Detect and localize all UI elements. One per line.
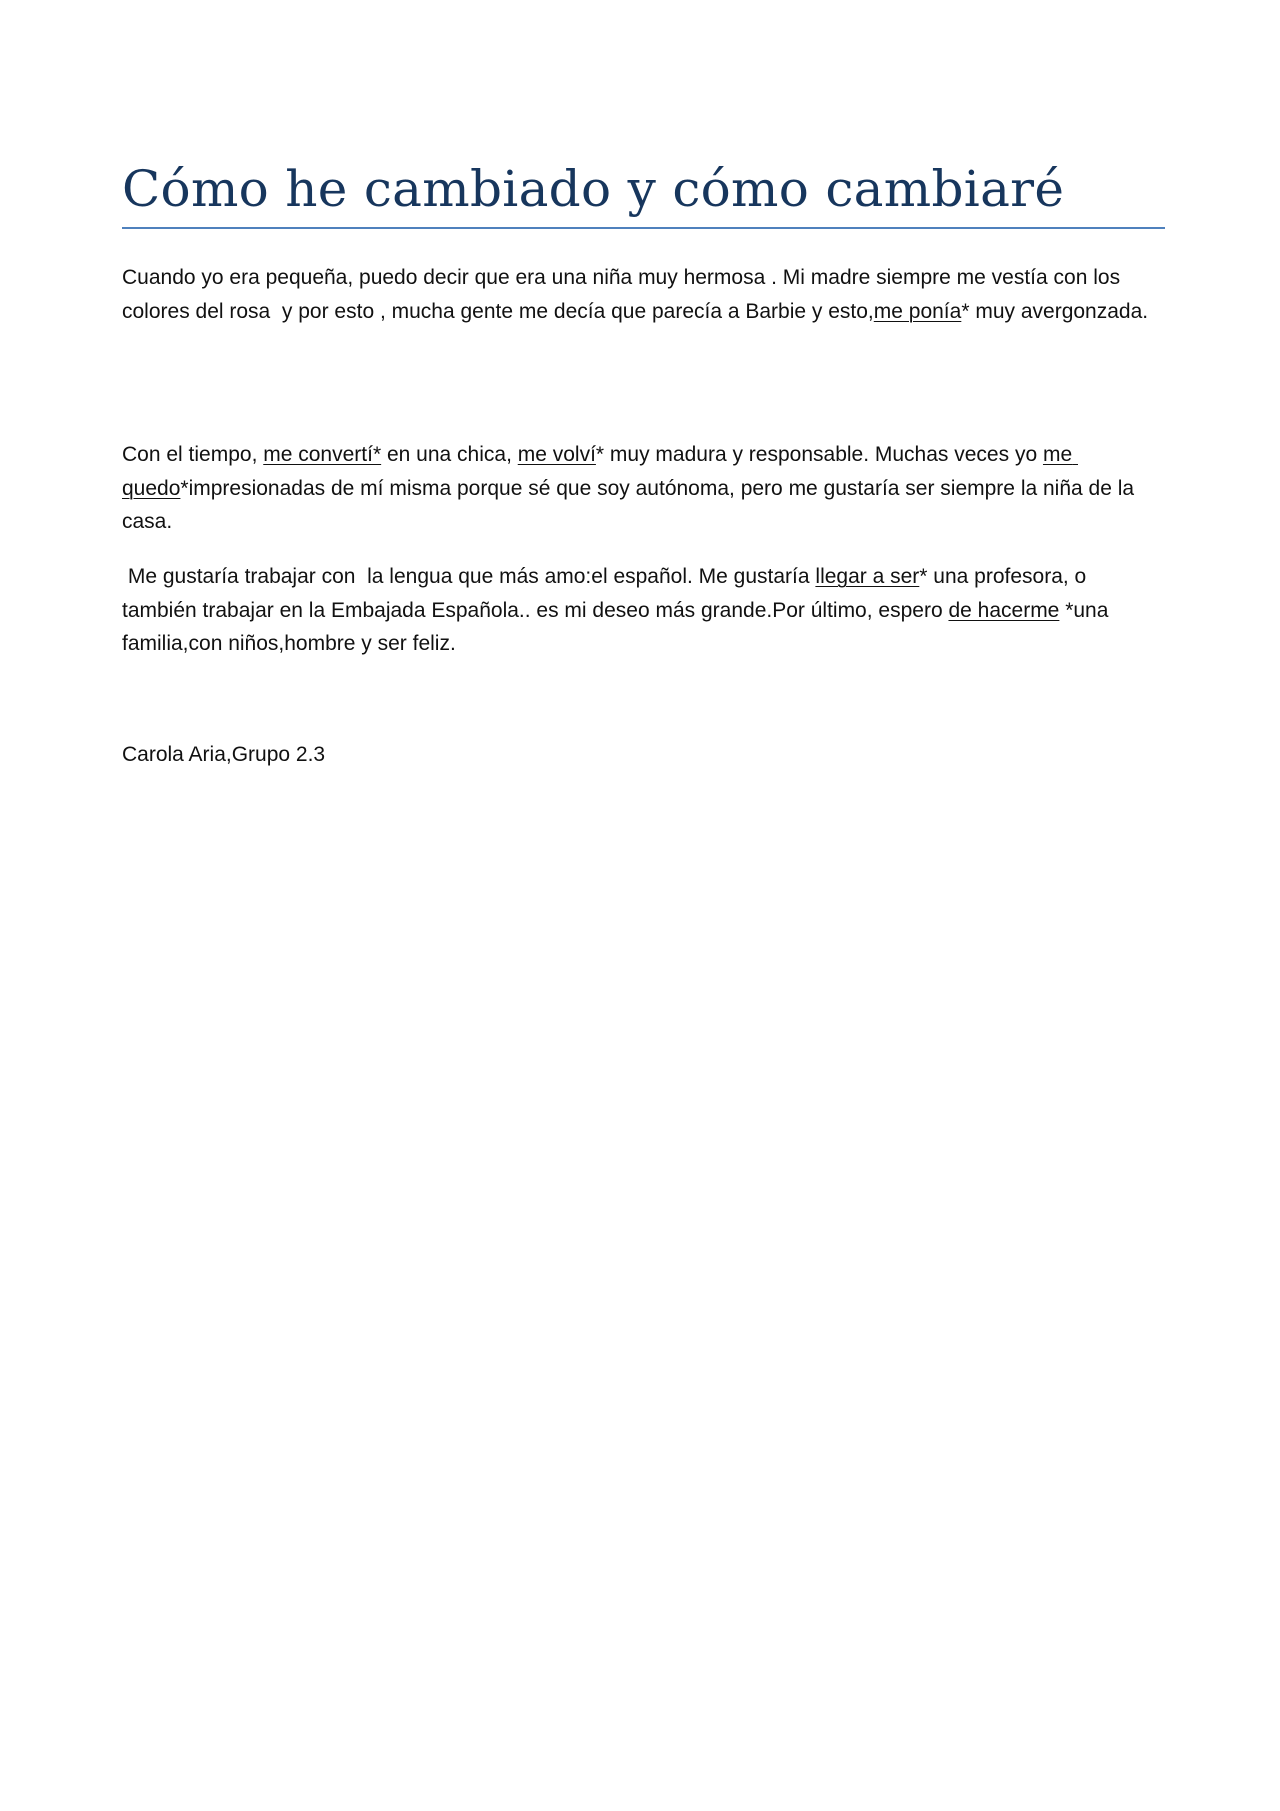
text-segment: *impresionadas de mí misma porque sé que soy autónoma, pero me gustaría ser siempre la niña de la casa. — [122, 476, 1140, 533]
author-signature — [122, 738, 1165, 772]
text-segment: en una chica, — [381, 443, 518, 466]
title-divider — [122, 227, 1165, 229]
text-segment: * una profesora, o también trabajar en la Embajada Española.. es mi deseo más grande.Por último, espero — [122, 565, 1093, 622]
text-segment: * muy avergonzada. — [961, 299, 1149, 323]
text-segment: Cuando yo era pequeña, puedo decir que era una niña muy hermosa . Mi madre siempre me vestía con los colores del rosa y por esto , mucha gente me decía que parecía a Barbie y esto, — [122, 266, 1126, 323]
underlined-phrase: me volví — [517, 443, 596, 466]
text-segment: *una familia,con niños,hombre y ser feliz. — [122, 598, 1115, 655]
text-segment: * muy madura y responsable. Muchas veces yo — [595, 443, 1043, 466]
underlined-phrase: me quedo — [122, 443, 1078, 500]
paragraph-future — [122, 560, 1165, 661]
underlined-phrase: llegar a ser — [815, 565, 920, 588]
document-title: Cómo he cambiado y cómo cambiaré — [122, 160, 1065, 218]
paragraph-childhood — [122, 261, 1165, 328]
paragraph-present — [122, 438, 1165, 539]
text-segment: Me gustaría trabajar con la lengua que más amo:el español. Me gustaría — [122, 565, 816, 588]
underlined-phrase: me ponía — [873, 299, 962, 323]
author-name-group: Carola Aria,Grupo 2.3 — [122, 743, 326, 766]
underlined-phrase: de hacerme — [948, 598, 1060, 622]
text-segment: Con el tiempo, — [122, 443, 264, 466]
underlined-phrase: me convertí* — [263, 443, 382, 466]
